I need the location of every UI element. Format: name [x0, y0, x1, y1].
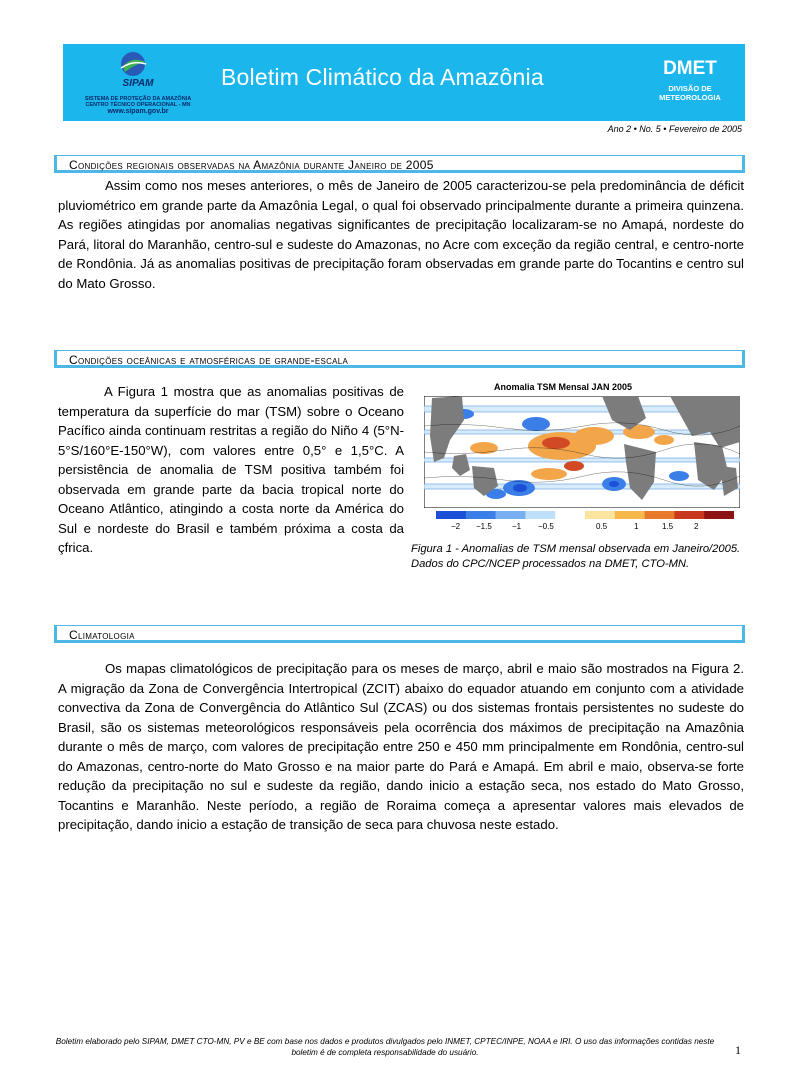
colorbar-swatch [436, 511, 466, 519]
colorbar-swatch [496, 511, 526, 519]
colorbar-label: 1 [634, 522, 639, 531]
logo-line2: CENTRO TÉCNICO OPERACIONAL - MN [85, 102, 191, 108]
colorbar-swatch [645, 511, 675, 519]
colorbar-label: −0.5 [538, 522, 554, 531]
footer-note: Boletim elaborado pelo SIPAM, DMET CTO-MN, PV e BE com base nos dados e produtos divulgados pelo INMET, CPTEC/INPE, NOAA e IRI. O uso das informações contidas neste boletim é de completa responsabilidade do usuário. [55, 1037, 715, 1057]
issue-info: Ano 2 • No. 5 • Fevereiro de 2005 [607, 124, 742, 134]
colorbar-swatch [615, 511, 645, 519]
section-title-regional: Condições regionais observadas na Amazônia durante Janeiro de 2005 [54, 155, 742, 173]
colorbar-swatch [585, 511, 615, 519]
figure-caption: Figura 1 - Anomalias de TSM mensal observada em Janeiro/2005. Dados do CPC/NCEP processados na DMET, CTO-MN. [411, 543, 741, 570]
page-number: 1 [735, 1043, 741, 1057]
dmet-subtitle [635, 84, 745, 102]
colorbar-label: −1 [512, 522, 522, 531]
logo-line1: SISTEMA DE PROTEÇÃO DA AMAZÔNIA [84, 96, 192, 102]
bulletin-title: Boletim Climático da Amazônia [221, 64, 544, 90]
colorbar-label: 0.5 [596, 522, 608, 531]
colorbar-swatch [555, 511, 585, 519]
figure-title: Anomalia TSM Mensal JAN 2005 [494, 382, 633, 392]
colorbar-swatch [674, 511, 704, 519]
sst-anomaly-map [424, 396, 740, 508]
logo-url[interactable]: www.sipam.gov.br [107, 108, 169, 115]
logo-name: SIPAM [122, 78, 154, 89]
colorbar-labels [424, 522, 744, 532]
colorbar-swatch [466, 511, 496, 519]
sipam-logo [63, 44, 213, 121]
colorbar-label: 1.5 [662, 522, 674, 531]
section-text-oceanic: A Figura 1 mostra que as anomalias positivas de temperatura da superfície do mar (TSM) sobre o Oceano Pacífico ainda continuam restritas a região do Niño 4 (5°N-5°S/160°E-150°W), com valores entre 0,5° e 1,5°C. A persistência de anomalia de TSM positiva também foi observada em grande parte da bacia tropical norte do Oceano Atlântico, atingindo a costa norte da América do Sul e nordeste do Brasil e também próxima a costa da çfrica. [58, 384, 404, 555]
header-banner [63, 44, 745, 121]
colorbar-swatch [704, 511, 734, 519]
dmet-label: DMET [663, 58, 717, 79]
dmet-sub-line1: DIVISÃO DE [668, 84, 712, 93]
section-title-climatology: Climatologia [54, 625, 742, 643]
colorbar-swatch [525, 511, 555, 519]
colorbar-label: −2 [451, 522, 461, 531]
section-text-regional: Assim como nos meses anteriores, o mês de Janeiro de 2005 caracterizou-se pela predominância de déficit pluviométrico em grande parte da Amazônia Legal, o qual foi observado principalmente durante a primeira quinzena. As regiões atingidas por anomalias negativas significantes de precipitação localizaram-se no Amapá, nordeste do Pará, litoral do Maranhão, centro-sul e sudeste do Amazonas, no Acre com exceção da região central, e centro-norte de Rondônia. Já as anomalias positivas de precipitação foram observadas em grande parte do Tocantins e centro sul do Mato Grosso. [58, 178, 744, 291]
colorbar-label: 2 [694, 522, 699, 531]
dmet-sub-line2: METEOROLOGIA [659, 93, 721, 102]
dmet-badge [635, 44, 745, 121]
colorbar-label: −1.5 [476, 522, 492, 531]
section-text-climatology: Os mapas climatológicos de precipitação para os meses de março, abril e maio são mostrados na Figura 2. A migração da Zona de Convergência Intertropical (ZCIT) abaixo do equador atuando em conjunto com a atividade convectiva da Zona de Convergência do Atlântico Sul (ZCAS) ou dos sistemas frontais persistentes no sudeste do Brasil, são os sistemas meteorológicos responsáveis pela ocorrência dos máximos de precipitação na Amazônia durante o mês de março, com valores de precipitação entre 250 e 450 mm principalmente em Rondônia, centro-sul do Amazonas, centro-norte do Mato Grosso e na maior parte do Pará e Amapá. Em abril e maio, observa-se forte redução da precipitação no sul e sudeste da região, dando inicio a estação seca, nos estado do Mato Grosso, Tocantins e Maranhão. Neste período, a região de Roraima começa a apresentar valores mais elevados de precipitação, dando inicio a estação de transição de seca para chuvosa neste estado. [58, 661, 744, 832]
section-title-oceanic: Condições oceânicas e atmosféricas de grande-escala [54, 350, 742, 368]
colorbar [436, 511, 734, 519]
globe-icon [119, 50, 147, 78]
